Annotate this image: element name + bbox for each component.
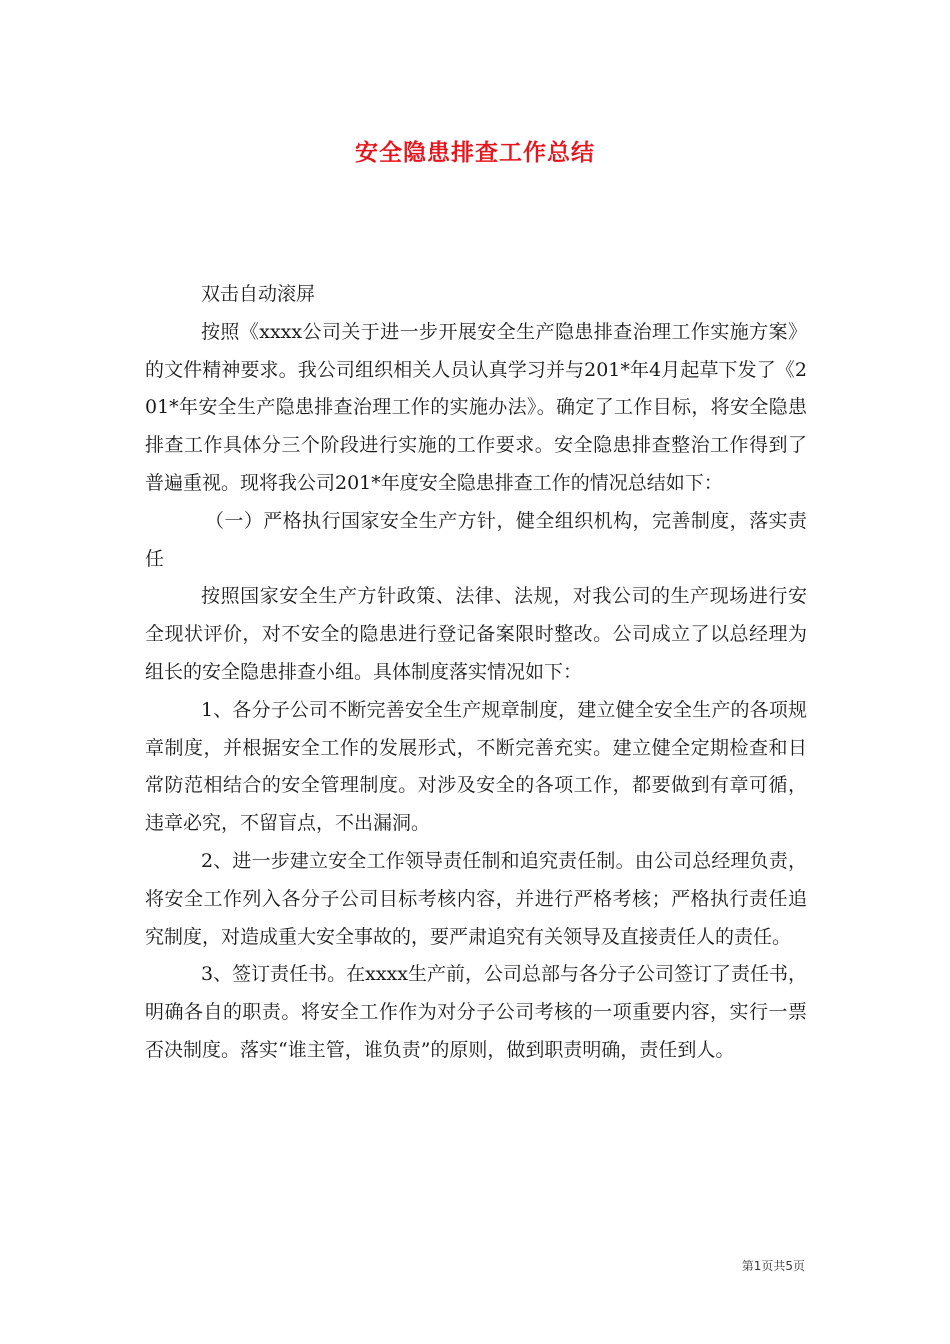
- page-number: 第1页共5页: [741, 1259, 805, 1273]
- list-item-1: 1、各分子公司不断完善安全生产规章制度，建立健全安全生产的各项规章制度，并根据安全工作的发展形式，不断完善充实。建立健全定期检查和日常防范相结合的安全管理制度。对涉及安全的各项工作，都要做到有章可循，违章必究，不留盲点，不出漏洞。: [145, 698, 807, 835]
- list-item-3: 3、签订责任书。在xxxx生产前，公司总部与各分子公司签订了责任书，明确各自的职责。将安全工作作为对分子公司考核的一项重要内容，实行一票否决制度。落实“谁主管，谁负责”的原则，做到职责明确，责任到人。: [145, 963, 807, 1061]
- paragraph-intro: 按照《xxxx公司关于进一步开展安全生产隐患排查治理工作实施方案》的文件精神要求。我公司组织相关人员认真学习并与201*年4月起草下发了《201*年安全生产隐患排查治理工作的实施办法》。确定了工作目标，将安全隐患排查工作具体分三个阶段进行实施的工作要求。安全隐患排查整治工作得到了普遍重视。现将我公司201*年度安全隐患排查工作的情况总结如下：: [145, 320, 807, 494]
- list-item-2: 2、进一步建立安全工作领导责任制和追究责任制。由公司总经理负责，将安全工作列入各分子公司目标考核内容，并进行严格考核；严格执行责任追究制度，对造成重大安全事故的，要严肃追究有关领导及直接责任人的责任。: [145, 849, 807, 948]
- paragraph-section-1: 按照国家安全生产方针政策、法律、法规，对我公司的生产现场进行安全现状评价，对不安全的隐患进行登记备案限时整改。公司成立了以总经理为组长的安全隐患排查小组。具体制度落实情况如下：: [145, 585, 807, 683]
- auto-scroll-hint[interactable]: 双击自动滚屏: [201, 283, 316, 305]
- section-heading-1: （一）严格执行国家安全生产方针，健全组织机构，完善制度，落实责任: [145, 509, 807, 570]
- document-title: 安全隐患排查工作总结: [355, 140, 595, 166]
- document-body: [145, 276, 807, 1070]
